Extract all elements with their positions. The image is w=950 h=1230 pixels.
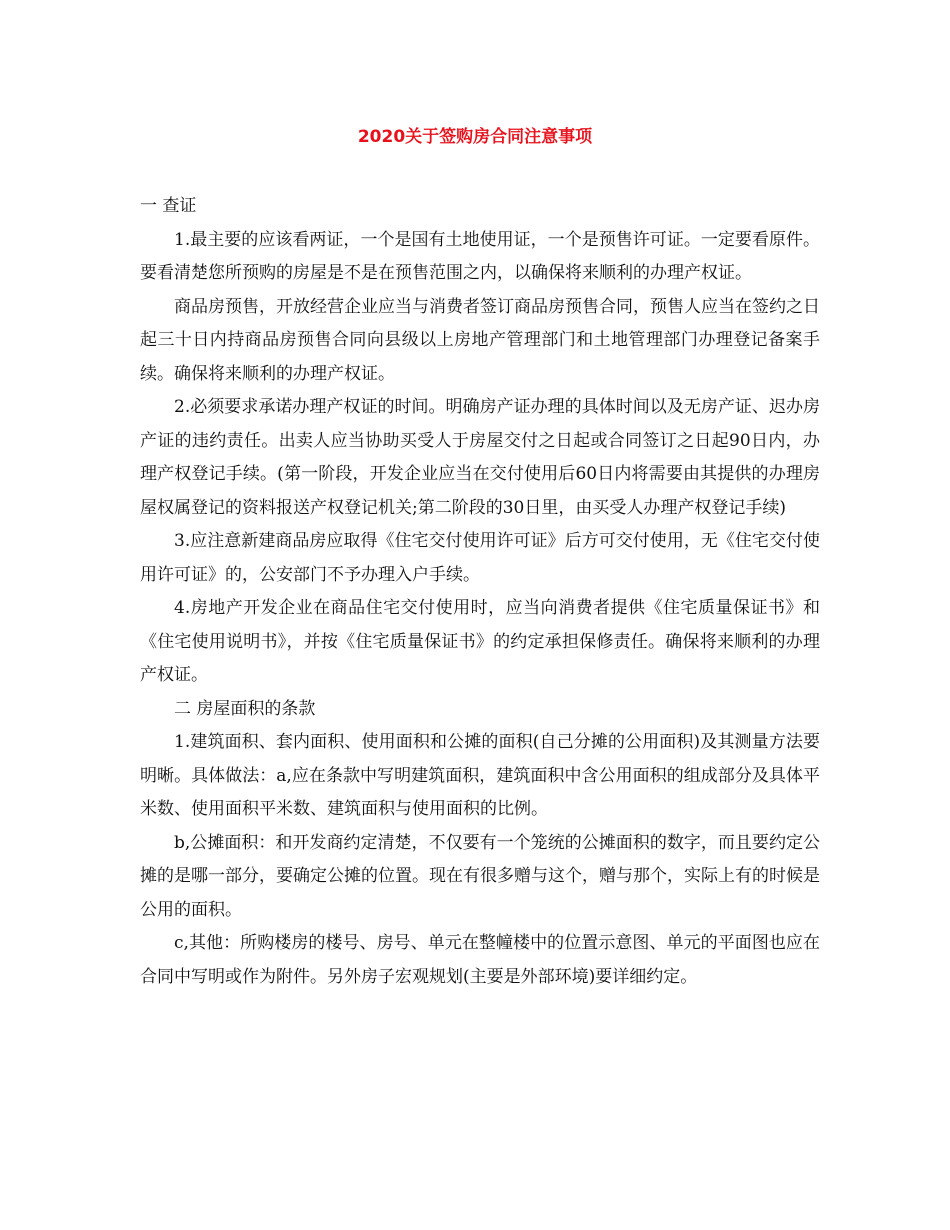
paragraph: 3.应注意新建商品房应取得《住宅交付使用许可证》后方可交付使用，无《住宅交付使用许可证》的，公安部门不予办理入户手续。 <box>140 531 820 585</box>
paragraph: c,其他：所购楼房的楼号、房号、单元在整幢楼中的位置示意图、单元的平面图也应在合同中写明或作为附件。另外房子宏观规划(主要是外部环境)要详细约定。 <box>140 933 820 987</box>
section-heading-verify: 一 查证 <box>140 196 197 216</box>
paragraph: 1.最主要的应该看两证，一个是国有土地使用证，一个是预售许可证。一定要看原件。要看清楚您所预购的房屋是不是在预售范围之内，以确保将来顺利的办理产权证。 <box>140 229 820 283</box>
paragraph: 4.房地产开发企业在商品住宅交付使用时，应当向消费者提供《住宅质量保证书》和《住宅使用说明书》，并按《住宅质量保证书》的约定承担保修责任。确保将来顺利的办理产权证。 <box>140 598 820 685</box>
paragraph: b,公摊面积：和开发商约定清楚，不仅要有一个笼统的公摊面积的数字，而且要约定公摊的是哪一部分，要确定公摊的位置。现在有很多赠与这个，赠与那个，实际上有的时候是公用的面积。 <box>140 832 820 920</box>
document-title: 2020关于签购房合同注意事项 <box>357 127 593 147</box>
document-body <box>140 190 820 994</box>
section-heading-area: 二 房屋面积的条款 <box>174 698 316 719</box>
paragraph: 1.建筑面积、套内面积、使用面积和公摊的面积(自己分摊的公用面积)及其测量方法要明晰。具体做法：a,应在条款中写明建筑面积，建筑面积中含公用面积的组成部分及具体平米数、使用面积平米数、建筑面积与使用面积的比例。 <box>140 732 820 819</box>
paragraph: 商品房预售，开放经营企业应当与消费者签订商品房预售合同，预售人应当在签约之日起三十日内持商品房预售合同向县级以上房地产管理部门和土地管理部门办理登记备案手续。确保将来顺利的办理产权证。 <box>140 296 820 384</box>
paragraph: 2.必须要求承诺办理产权证的时间。明确房产证办理的具体时间以及无房产证、迟办房产证的违约责任。出卖人应当协助买受人于房屋交付之日起或合同签订之日起90日内，办理产权登记手续。(第一阶段，开发企业应当在交付使用后60日内将需要由其提供的办理房屋权属登记的资料报送产权登记机关;第二阶段的30日里，由买受人办理产权登记手续) <box>140 397 820 518</box>
